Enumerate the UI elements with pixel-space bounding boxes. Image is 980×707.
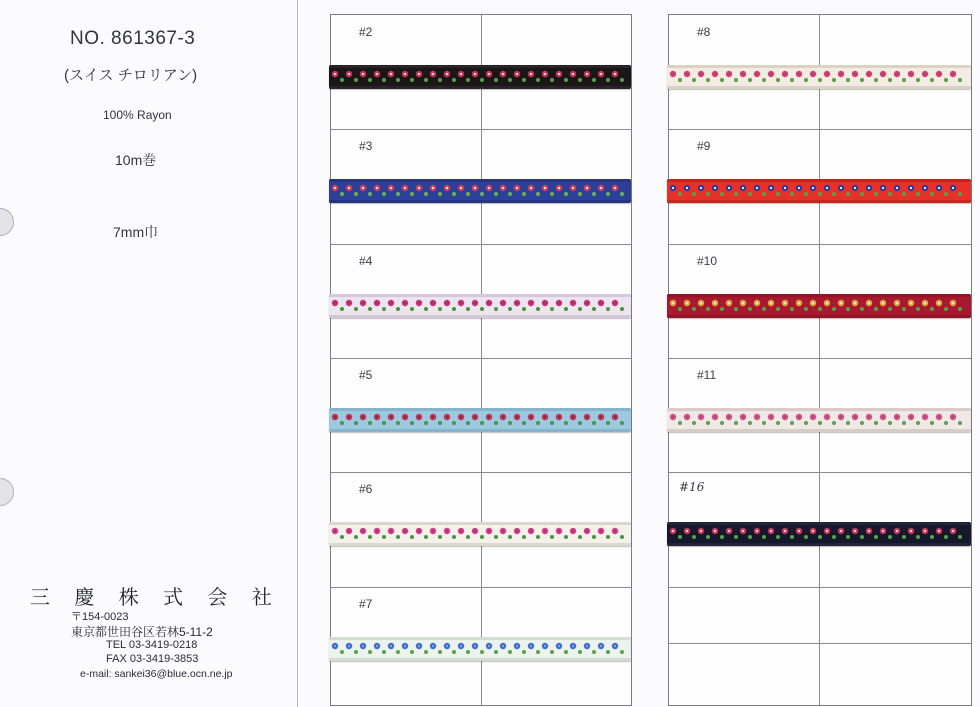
ribbon-swatch xyxy=(667,408,971,432)
product-number: NO. 861367-3 xyxy=(70,28,196,49)
sample-grid-left xyxy=(330,14,632,706)
ribbon-swatch xyxy=(667,179,971,203)
grid-row-divider xyxy=(331,129,631,130)
grid-row-divider xyxy=(331,358,631,359)
grid-row-midline xyxy=(669,643,971,644)
sample-label: #8 xyxy=(697,25,711,39)
grid-row-divider xyxy=(669,358,971,359)
grid-row-divider xyxy=(669,244,971,245)
ribbon-swatch xyxy=(329,179,631,203)
product-name: (スイス チロリアン) xyxy=(64,67,198,84)
sample-label: #7 xyxy=(359,596,373,611)
material-spec: 100% Rayon xyxy=(103,108,172,122)
ribbon-swatch xyxy=(667,294,971,318)
company-address: 東京都世田谷区若林5-11-2 xyxy=(71,625,213,639)
width-spec: 7mm巾 xyxy=(113,224,159,240)
sample-label: #2 xyxy=(359,25,373,39)
sample-label: #6 xyxy=(359,482,373,497)
sample-label: #11 xyxy=(697,367,717,382)
postal-code: 〒154-0023 xyxy=(71,611,129,623)
company-tel: TEL 03-3419-0218 xyxy=(106,639,198,651)
grid-row-divider xyxy=(331,244,631,245)
ribbon-swatch xyxy=(329,408,631,432)
grid-row-divider xyxy=(331,472,631,473)
ribbon-swatch xyxy=(329,637,631,661)
length-spec: 10m巻 xyxy=(115,152,157,168)
sample-label: #4 xyxy=(359,253,373,268)
grid-row-divider xyxy=(669,129,971,130)
sample-label: #10 xyxy=(697,253,718,268)
ribbon-swatch xyxy=(329,522,631,546)
sample-label: #3 xyxy=(359,139,373,154)
sample-label: #16 xyxy=(679,480,705,495)
company-name: 三 慶 株 式 会 社 xyxy=(30,585,281,609)
ribbon-swatch xyxy=(667,522,971,546)
ribbon-swatch xyxy=(667,65,971,89)
sample-grid-right xyxy=(668,14,972,706)
sample-label: #5 xyxy=(359,367,373,382)
grid-row-divider xyxy=(669,472,971,473)
binder-hole-bottom xyxy=(0,478,14,506)
company-email: e-mail: sankei36@blue.ocn.ne.jp xyxy=(80,668,233,680)
company-fax: FAX 03-3419-3853 xyxy=(106,653,199,665)
ribbon-swatch xyxy=(329,294,631,318)
sample-label: #9 xyxy=(697,139,711,154)
ribbon-swatch xyxy=(329,65,631,89)
grid-row-divider xyxy=(331,587,631,588)
info-panel xyxy=(0,0,298,707)
binder-hole-top xyxy=(0,208,14,236)
grid-row-divider xyxy=(669,587,971,588)
